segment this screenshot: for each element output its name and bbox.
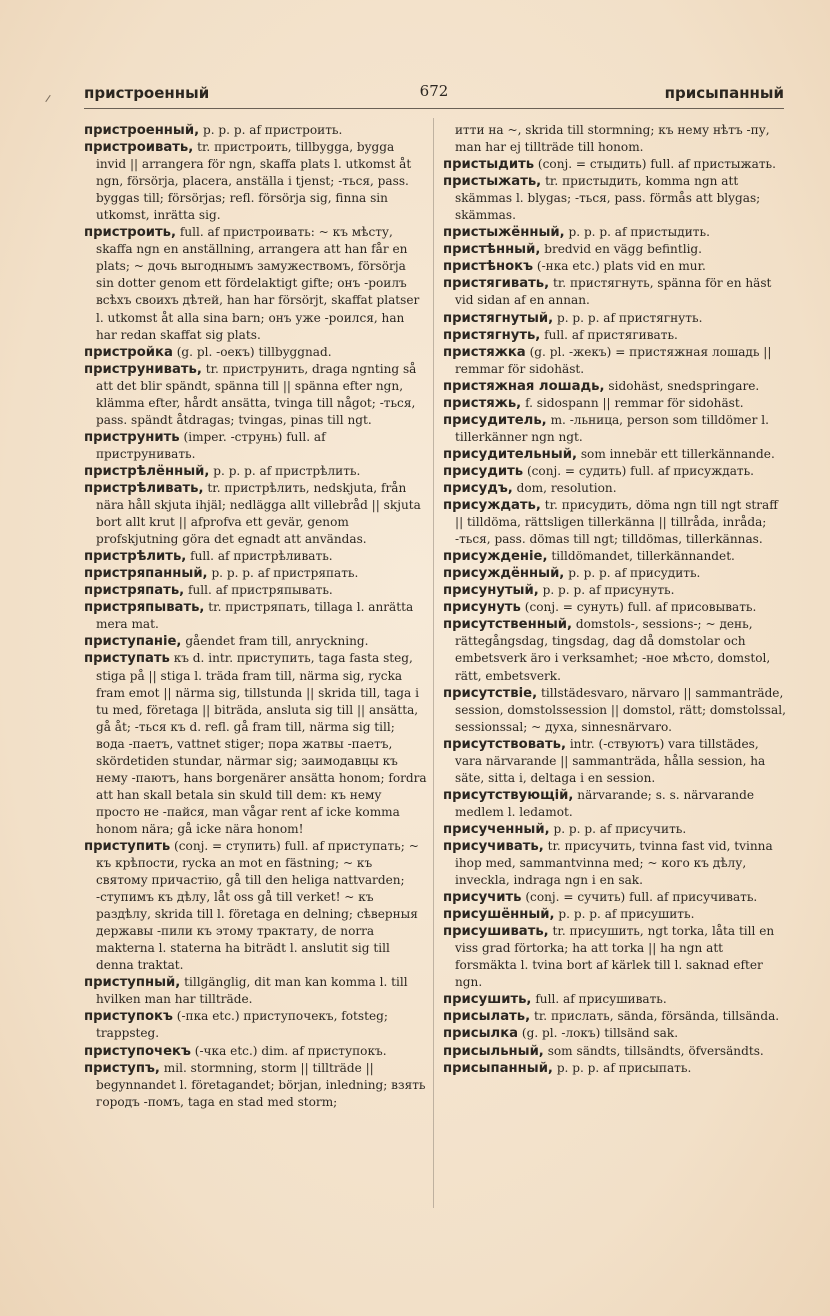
entry-definition: f. sidospann || remmar för sidohäst. <box>525 395 744 410</box>
entry-definition: tr. пристряпать, tillaga l. anrätta mera mat. <box>96 600 414 632</box>
dictionary-entry <box>84 633 427 650</box>
entry-definition: p. p. p. af присунуть. <box>542 583 675 598</box>
entry-headword: приступаніе, <box>84 634 182 650</box>
dictionary-entry <box>84 565 427 582</box>
entry-headword: присудитель, <box>443 412 547 428</box>
right-guide-word: присыпанный <box>664 84 784 102</box>
entry-definition: full. af пристроивать: ~ къ мѣсту, skaffa ngn en anställning, arrangera att han får en plats; ~ дочь выгоднымъ замужествомъ, försörja sin dotter genom ett fördelaktigt gifte; онъ -роилъ всѣхъ своихъ дѣтей, han har försörjt, skaffat platser l. utkomst åt alla sina barn; онъ уже -роился, han har redan skaffat sig plats. <box>96 225 420 342</box>
entry-headword: пристягнуть, <box>443 327 541 343</box>
entry-definition: (conj. = ступить) full. af приступать; ~ къ крѣпости, rycka an mot en fästning; ~ къ святому причастію, gå till den heliga nattvarden; -ступимъ къ дѣлу, låt oss gå till verket! ~ къ раздѣлу, skrida till l. företaga en delning; сѣверныя державы -пили къ этому трактату, de norra makterna l. staterna ha biträdt l. anslutit sig till denna traktat. <box>96 838 419 973</box>
entry-definition: (-пка etc.) приступочекъ, fotsteg; trappsteg. <box>96 1009 388 1041</box>
entry-definition: p. p. p. af пристрѣлить. <box>213 463 361 478</box>
entry-headword: присушить, <box>443 992 532 1008</box>
entry-definition: (g. pl. -локъ) tillsänd sak. <box>521 1026 679 1041</box>
dictionary-entry <box>84 1008 427 1042</box>
entry-headword: приструнить <box>84 429 180 445</box>
entry-headword: пристройка <box>84 344 173 360</box>
dictionary-entry <box>443 991 787 1008</box>
entry-headword: присушивать, <box>443 924 549 940</box>
dictionary-entry <box>84 463 427 480</box>
dictionary-entry <box>84 1060 427 1111</box>
dictionary-entry <box>443 685 787 736</box>
entry-definition: full. af пристягивать. <box>544 327 678 342</box>
dictionary-entry <box>443 156 787 173</box>
entry-definition: (conj. = сунуть) full. af присовывать. <box>524 600 757 615</box>
dictionary-entry <box>84 599 427 633</box>
dictionary-entry <box>443 258 787 275</box>
entry-headword: присылать, <box>443 1009 531 1025</box>
entry-headword: присучивать, <box>443 838 544 854</box>
dictionary-entry <box>443 838 787 889</box>
entry-headword: присунутый, <box>443 583 539 599</box>
entry-headword: присученный, <box>443 821 550 837</box>
entry-headword: приступать <box>84 651 170 667</box>
entry-headword: присудить <box>443 463 524 479</box>
entry-headword: присутствовать, <box>443 736 566 752</box>
entry-headword: присутствіе, <box>443 685 538 701</box>
dictionary-entry <box>443 241 787 258</box>
dictionary-entry <box>443 906 787 923</box>
entry-headword: пристяжка <box>443 344 526 360</box>
entry-definition: tr. присудить, döma ngn till ngt straff || tilldöma, rättsligen tillerkänna || tillråda, inråda; -ться, pass. dömas till ngt; tilldömas, tillerkännas. <box>455 498 778 547</box>
entry-definition: p. p. p. af присучить. <box>553 821 687 836</box>
entry-definition: (conj. = сучить) full. af присучивать. <box>525 890 758 905</box>
left-column <box>84 122 427 1111</box>
entry-definition: p. p. p. af пристыдить. <box>568 225 710 240</box>
entry-definition: p. p. p. af присушить. <box>558 907 695 922</box>
entry-headword: присылка <box>443 1026 519 1042</box>
entry-definition: (-чка etc.) dim. af приступокъ. <box>194 1043 387 1058</box>
dictionary-entry <box>443 616 787 684</box>
entry-headword: пристягнутый, <box>443 310 554 326</box>
entry-headword: присучить <box>443 890 522 906</box>
dictionary-entry <box>443 787 787 821</box>
entry-definition: tr. пристроить, tillbygga, bygga invid || arrangera för ngn, skaffa plats l. utkomst åt ngn, försörja, placera, anställa i tjenst; -ться, pass. byggas till; försörjas; refl. försörja sig, finna sin utkomst, inrätta sig. <box>96 140 412 223</box>
entry-definition: full. af пристрѣливать. <box>190 549 333 564</box>
dictionary-entry <box>443 122 787 156</box>
running-header <box>84 80 784 108</box>
entry-definition: tillstädesvaro, närvaro || sammanträde, session, domstolssession || domstol, rätt; domstolssal, sessionssal; ~ духа, sinnesnärvaro. <box>455 685 786 734</box>
dictionary-entry <box>84 650 427 838</box>
column-separator <box>433 118 434 1208</box>
entry-headword: пристрѣливать, <box>84 480 204 496</box>
entry-headword: пристѣнный, <box>443 242 541 258</box>
dictionary-entry <box>443 310 787 327</box>
entry-definition: tr. пристрѣлить, nedskjuta, från nära håll skjuta ihjäl; nedlägga allt villebråd || skjuta bort allt krut || afprofva ett gevär, genom profskjutning göra det egnadt att användas. <box>96 480 421 547</box>
entry-headword: присунуть <box>443 600 521 616</box>
dictionary-entry <box>443 224 787 241</box>
header-rule <box>84 108 784 109</box>
entry-headword: присутственный, <box>443 617 572 633</box>
dictionary-entry <box>84 1043 427 1060</box>
entry-headword: пристроенный, <box>84 123 200 138</box>
dictionary-entry <box>84 139 427 224</box>
entry-headword: пристыжённый, <box>443 225 565 241</box>
entry-definition: full. af пристряпывать. <box>188 583 333 598</box>
entry-definition: domstols-, sessions-; ~ день, rättegångsdag, tingsdag, dag då domstolar och embetsverk äro i verksamhet; -ное мѣсто, domstol, rätt, embetsverk. <box>455 617 771 683</box>
entry-headword: присушённый, <box>443 907 555 923</box>
dictionary-entry <box>84 122 427 139</box>
entry-headword: пристряпывать, <box>84 600 205 616</box>
entry-definition: m. -льница, person som tilldömer l. tillerkänner ngn ngt. <box>455 412 769 444</box>
entry-definition: som innebär ett tillerkännande. <box>580 446 775 461</box>
entry-headword: присыпанный, <box>443 1060 553 1076</box>
dictionary-entry <box>443 395 787 412</box>
entry-definition: tr. пристягнуть, spänna för en häst vid sidan af en annan. <box>455 276 772 308</box>
entry-definition: (g. pl. -оекъ) tillbyggnad. <box>176 344 332 359</box>
dictionary-entry <box>443 1008 787 1025</box>
entry-definition: gåendet fram till, anryckning. <box>185 634 369 649</box>
entry-headword: пристрѣлённый, <box>84 463 210 479</box>
entry-definition: итти на ~, skrida till stormning; къ нему нѣтъ -пу, man har ej tillträde till honom. <box>455 123 770 155</box>
entry-headword: присужденіе, <box>443 549 548 565</box>
dictionary-entry <box>84 224 427 343</box>
right-column <box>443 122 787 1077</box>
entry-definition: (conj. = судить) full. af присуждать. <box>526 463 755 478</box>
dictionary-entry <box>443 327 787 344</box>
entry-headword: пристяжь, <box>443 395 522 411</box>
entry-definition: p. p. p. af присудить. <box>568 566 701 581</box>
dictionary-entry <box>443 344 787 378</box>
dictionary-entry <box>443 1025 787 1042</box>
entry-definition: tilldömandet, tillerkännandet. <box>551 549 735 564</box>
entry-headword: присыльный, <box>443 1043 544 1059</box>
entry-headword: присудъ, <box>443 480 513 496</box>
entry-headword: приступить <box>84 838 171 854</box>
entry-definition: (-нка etc.) plats vid en mur. <box>536 259 706 274</box>
dictionary-entry <box>443 173 787 224</box>
dictionary-entry <box>84 344 427 361</box>
dictionary-entry <box>84 361 427 429</box>
dictionary-entry <box>443 497 787 548</box>
entry-headword: присуждённый, <box>443 566 565 582</box>
entry-headword: присудительный, <box>443 446 577 462</box>
dictionary-entry <box>443 821 787 838</box>
dictionary-entry <box>84 429 427 463</box>
entry-definition: dom, resolution. <box>516 480 617 495</box>
entry-definition: som sändts, tillsändts, öfversändts. <box>547 1043 764 1058</box>
entry-headword: пристроивать, <box>84 140 194 156</box>
entry-headword: приступъ, <box>84 1060 160 1076</box>
entry-definition: (imper. -струнь) full. af приструнивать. <box>96 429 326 461</box>
dictionary-entry <box>84 838 427 974</box>
entry-headword: пристряпанный, <box>84 566 208 582</box>
dictionary-entry <box>443 446 787 463</box>
entry-headword: пристягивать, <box>443 276 550 292</box>
entry-definition: tr. прислать, sända, försända, tillsända. <box>533 1009 780 1024</box>
entry-definition: tr. пристыдить, komma ngn att skämmas l. blygas; -ться, pass. förmås att blygas; skämmas. <box>455 174 761 223</box>
entry-headword: пристрѣлить, <box>84 549 187 565</box>
dictionary-entry <box>443 275 787 309</box>
entry-definition: mil. stormning, storm || tillträde || begynnandet l. företagandet; början, inledning; взять городъ -помъ, taga en stad med storm; <box>96 1060 426 1109</box>
dictionary-entry <box>443 1060 787 1077</box>
entry-definition: bredvid en vägg befintlig. <box>544 242 703 257</box>
dictionary-entry <box>84 974 427 1008</box>
dictionary-entry <box>443 923 787 991</box>
entry-definition: (conj. = стыдить) full. af пристыжать. <box>537 157 776 172</box>
dictionary-entry <box>443 736 787 787</box>
entry-definition: p. p. p. af пристягнуть. <box>557 310 703 325</box>
dictionary-entry <box>443 548 787 565</box>
entry-definition: p. p. p. af пристряпать. <box>211 566 359 581</box>
entry-definition: intr. (-ствуютъ) vara tillstädes, vara närvarande || sammanträda, hålla session, ha säte, sitta i, deltaga i en session. <box>455 736 766 785</box>
entry-definition: tr. приструнить, draga ngnting så att det blir spändt, spänna till || spänna efter ngn, klämma efter, hårdt ansätta, tvinga till något; -ться, pass. spändt åtdragas; tvingas, pinas till ngt. <box>96 361 417 427</box>
entry-definition: tillgänglig, dit man kan komma l. till hvilken man har tillträde. <box>96 975 408 1007</box>
entry-definition: къ d. intr. приступить, taga fasta steg, stiga på || stiga l. träda fram till, närma sig, rycka fram emot || närma sig, tillstunda || skrida till, taga i tu med, företaga || biträda, ansluta sig till || ansätta, gå åt; -ться къ d. refl. gå fram till, närma sig till; вода -паетъ, vattnet stiger; пора жатвы -паетъ, skördetiden stundar, närmar sig; заимодавцы къ нему -паютъ, hans borgenärer ansätta honom; fordra att han skall betala sin skuld till dem: къ нему просто не -пайся, man vågar rent af icke komma honom nära; gå icke nära honom! <box>96 651 427 836</box>
dictionary-entry <box>84 480 427 548</box>
entry-headword: пристяжная лошадь, <box>443 378 605 394</box>
entry-headword: присуждать, <box>443 498 541 514</box>
dictionary-entry <box>443 565 787 582</box>
dictionary-entry <box>443 378 787 395</box>
left-guide-word: пристроенный <box>84 84 210 102</box>
entry-headword: присутствующій, <box>443 787 574 803</box>
entry-definition: tr. присучить, tvinna fast vid, tvinna ihop med, sammantvinna med; ~ кого къ дѣлу, inveckla, indraga ngn i en sak. <box>455 838 773 888</box>
dictionary-entry <box>84 548 427 565</box>
entry-headword: пристѣнокъ <box>443 259 533 275</box>
entry-definition: närvarande; s. s. närvarande medlem l. ledamot. <box>455 787 754 819</box>
entry-headword: пристроить, <box>84 225 176 241</box>
entry-headword: приступокъ <box>84 1009 173 1025</box>
dictionary-entry <box>443 582 787 599</box>
entry-definition: tr. присушить, ngt torka, låta till en viss grad förtorka; ha att torka || ha ngn att forsmäkta l. tvina bort af kärlek till l. saknad efter ngn. <box>455 924 775 990</box>
dictionary-entry <box>443 889 787 906</box>
entry-headword: приструнивать, <box>84 361 202 377</box>
entry-headword: пристыжать, <box>443 174 542 190</box>
entry-definition: p. p. p. af пристроить. <box>202 123 343 137</box>
dictionary-entry <box>443 599 787 616</box>
entry-definition: p. p. p. af присыпать. <box>556 1060 692 1075</box>
entry-headword: приступный, <box>84 975 181 991</box>
entry-headword: приступочекъ <box>84 1043 191 1059</box>
dictionary-entry <box>443 463 787 480</box>
dictionary-entry <box>443 412 787 446</box>
dictionary-entry <box>443 1043 787 1060</box>
entry-definition: full. af присушивать. <box>535 992 667 1007</box>
entry-headword: пристыдить <box>443 157 535 173</box>
entry-definition: sidohäst, snedspringare. <box>608 378 760 393</box>
entry-definition: (g. pl. -жекъ) = пристяжная лошадь || remmar för sidohäst. <box>455 344 772 376</box>
dictionary-entry <box>84 582 427 599</box>
entry-headword: пристряпать, <box>84 583 185 599</box>
margin-pen-mark <box>45 95 50 102</box>
page-number: 672 <box>419 82 449 100</box>
dictionary-entry <box>443 480 787 497</box>
